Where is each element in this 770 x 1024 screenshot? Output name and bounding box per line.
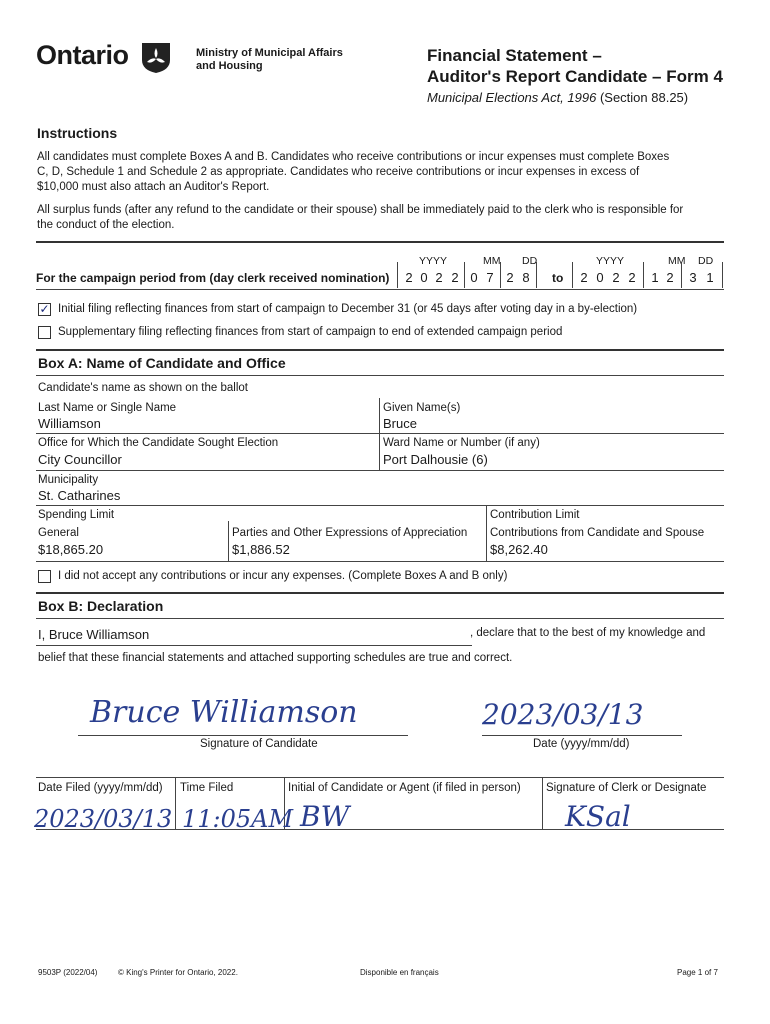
ward-label: Ward Name or Number (if any) [383, 437, 540, 449]
declarant-name[interactable]: I, Bruce Williamson [38, 627, 150, 642]
office-label: Office for Which the Candidate Sought Election [38, 437, 279, 449]
from-yyyy-header: YYYY [419, 255, 448, 267]
to-digit: 2 [628, 270, 636, 285]
signature-label: Signature of Candidate [200, 738, 318, 750]
printer-notice: © King's Printer for Ontario, 2022. [118, 968, 238, 977]
supplementary-filing-checkbox[interactable] [38, 326, 51, 339]
contribution-limit-label: Contribution Limit [490, 509, 580, 521]
municipality-label: Municipality [38, 474, 99, 486]
belief-text: belief that these financial statements and attached supporting schedules are true and correct. [38, 652, 513, 664]
from-digit: 2 [506, 270, 514, 285]
page-number: Page 1 of 7 [677, 968, 718, 977]
from-digit: 0 [470, 270, 478, 285]
to-digit: 2 [666, 270, 674, 285]
from-dd-header: DD [522, 255, 538, 267]
municipality-value[interactable]: St. Catharines [38, 488, 121, 503]
ministry-line-2: and Housing [196, 60, 263, 72]
given-name-value[interactable]: Bruce [383, 416, 417, 431]
from-mm-header: MM [483, 255, 501, 267]
ward-value[interactable]: Port Dalhousie (6) [383, 452, 488, 467]
last-name-value[interactable]: Williamson [38, 416, 101, 431]
to-digit: 1 [706, 270, 714, 285]
candidate-name-caption: Candidate's name as shown on the ballot [38, 382, 248, 394]
initial-agent-label: Initial of Candidate or Agent (if filed in person) [288, 782, 521, 794]
parties-value[interactable]: $1,886.52 [232, 542, 290, 557]
date-filed-label: Date Filed (yyyy/mm/dd) [38, 782, 163, 794]
to-digit: 3 [689, 270, 697, 285]
parties-label: Parties and Other Expressions of Appreciation [232, 527, 468, 539]
ontario-logo-text: Ontario [36, 40, 129, 70]
form-code: 9503P (2022/04) [38, 968, 98, 977]
form-title-line-2: Auditor's Report Candidate – Form 4 [427, 67, 723, 86]
period-to-label: to [552, 271, 564, 285]
time-filed-label: Time Filed [180, 782, 234, 794]
from-digit: 2 [451, 270, 459, 285]
to-digit: 2 [612, 270, 620, 285]
supplementary-filing-label: Supplementary filing reflecting finances from start of campaign to end of extended campaign period [58, 326, 563, 338]
clerk-signature-label: Signature of Clerk or Designate [546, 782, 707, 794]
given-name-label: Given Name(s) [383, 402, 461, 414]
no-contributions-checkbox[interactable] [38, 570, 51, 583]
ministry-name [196, 47, 343, 73]
general-value[interactable]: $18,865.20 [38, 542, 104, 557]
instructions-para-1: All candidates must complete Boxes A and B. Candidates who receive contributions or incur expenses must complete Boxes C, D, Schedule 1 and Schedule 2 as appropriate. Candidates who receive contributions or incur expenses in excess of $10,000 must also attach an Auditor's Report. [37, 151, 670, 193]
date-filed-value[interactable]: 2023/03/13 [34, 805, 173, 833]
general-label: General [38, 527, 79, 539]
from-digit: 8 [522, 270, 530, 285]
to-digit: 1 [651, 270, 659, 285]
declaration-text: , declare that to the best of my knowledge and [470, 627, 706, 639]
contrib-candidate-spouse-label: Contributions from Candidate and Spouse [490, 527, 705, 539]
from-digit: 0 [420, 270, 428, 285]
box-a-heading: Box A: Name of Candidate and Office [38, 355, 286, 371]
box-b-heading: Box B: Declaration [38, 598, 164, 614]
form-title-line-1: Financial Statement – [427, 46, 602, 65]
instructions-heading: Instructions [37, 125, 118, 141]
act-section: (Section 88.25) [596, 90, 689, 105]
date-label: Date (yyyy/mm/dd) [533, 738, 630, 750]
contrib-candidate-spouse-value[interactable]: $8,262.40 [490, 542, 548, 557]
instructions-para-2: All surplus funds (after any refund to the candidate or their spouse) shall be immediately paid to the clerk who is responsible for the conduct of the election. [37, 204, 684, 231]
clerk-signature-value[interactable]: KSal [565, 800, 631, 833]
campaign-period-label: For the campaign period from (day clerk received nomination) [36, 271, 390, 285]
spending-limit-label: Spending Limit [38, 509, 115, 521]
office-value[interactable]: City Councillor [38, 452, 122, 467]
no-contributions-label: I did not accept any contributions or incur any expenses. (Complete Boxes A and B only) [58, 570, 508, 582]
from-digit: 2 [435, 270, 443, 285]
initial-value[interactable]: BW [300, 800, 350, 833]
form-title [427, 45, 723, 87]
declaration-date[interactable]: 2023/03/13 [482, 698, 644, 731]
to-dd-header: DD [698, 255, 714, 267]
to-mm-header: MM [668, 255, 686, 267]
initial-filing-checkbox[interactable]: ✓ [39, 302, 50, 316]
act-reference [427, 90, 688, 105]
to-digit: 2 [580, 270, 588, 285]
act-name: Municipal Elections Act, 1996 [427, 90, 597, 105]
to-yyyy-header: YYYY [596, 255, 625, 267]
from-digit: 2 [405, 270, 413, 285]
to-digit: 0 [596, 270, 604, 285]
trillium-icon [140, 40, 172, 74]
french-availability: Disponible en français [360, 968, 439, 977]
last-name-label: Last Name or Single Name [38, 402, 177, 414]
from-digit: 7 [486, 270, 494, 285]
candidate-signature[interactable]: Bruce Williamson [90, 695, 358, 730]
ministry-line-1: Ministry of Municipal Affairs [196, 47, 343, 59]
time-filed-value[interactable]: 11:05AM [182, 805, 294, 833]
initial-filing-label: Initial filing reflecting finances from start of campaign to December 31 (or 45 days after voting day in a by-election) [58, 303, 638, 315]
